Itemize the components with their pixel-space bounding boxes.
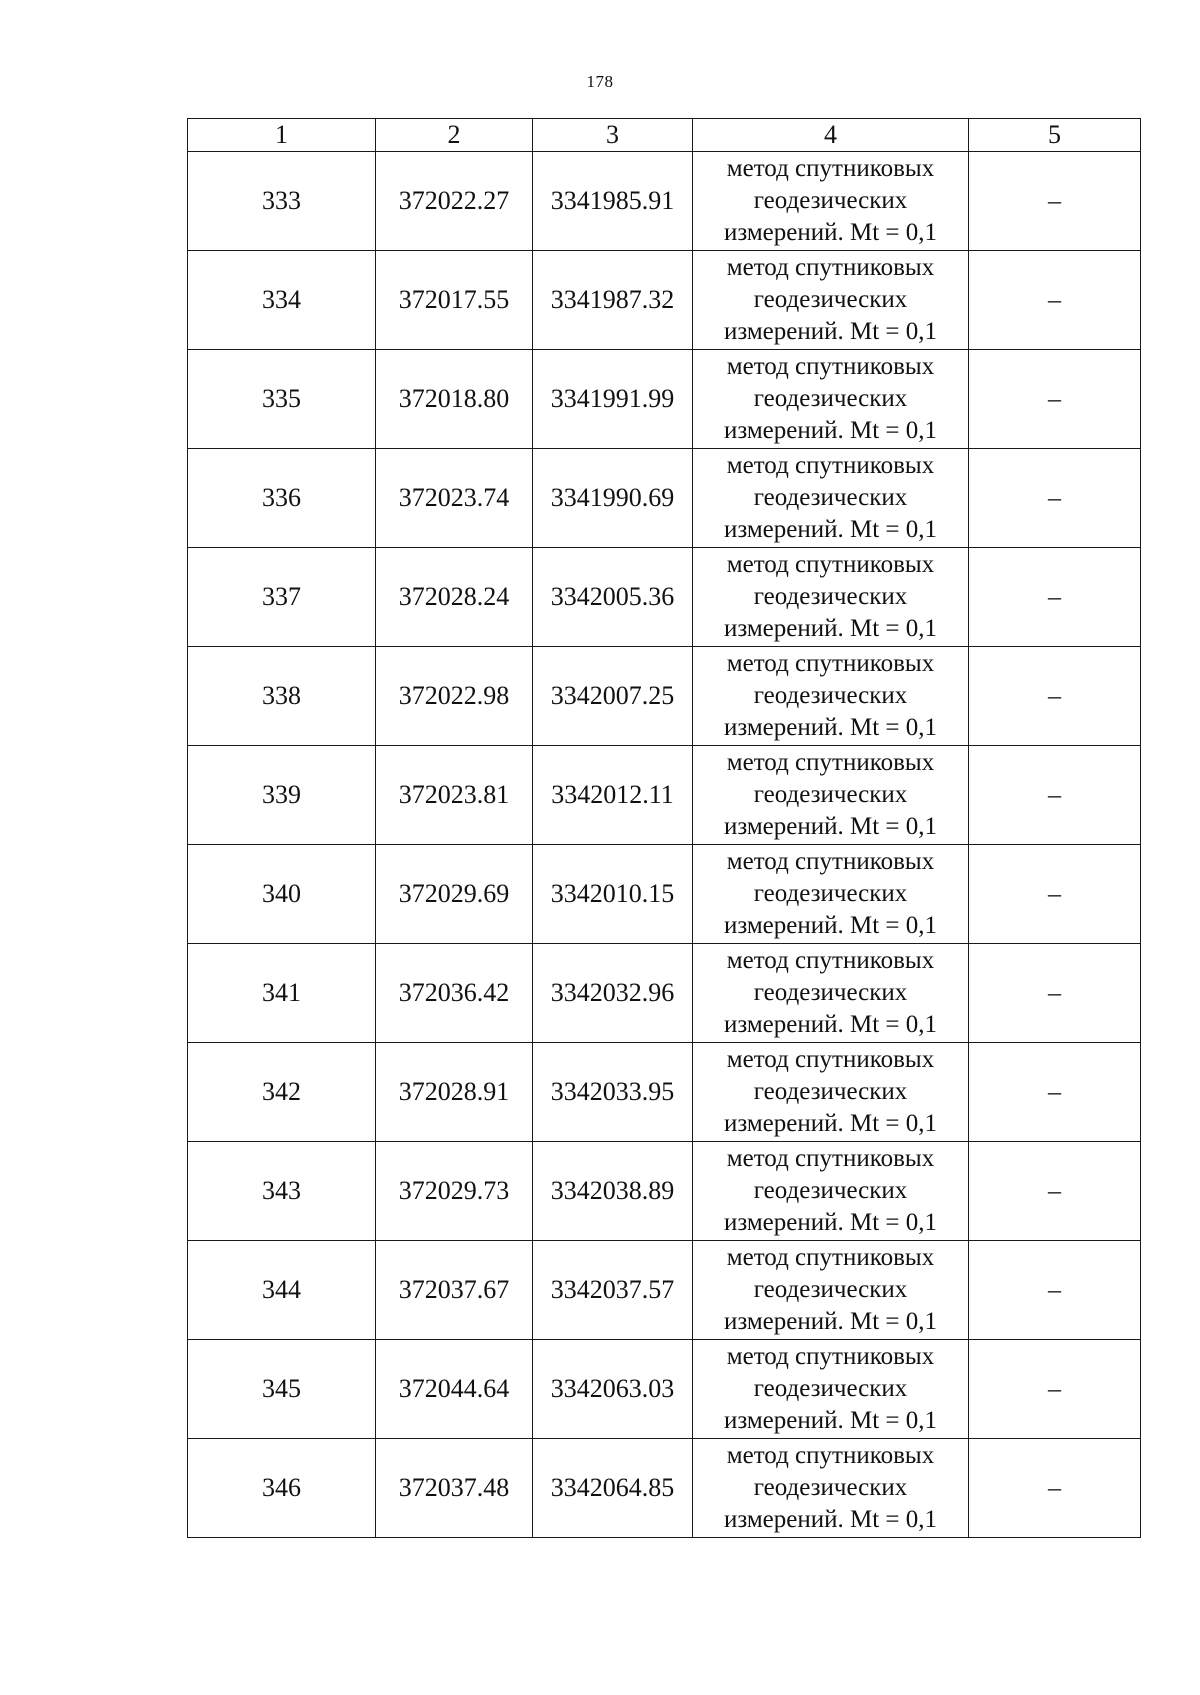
table-row	[188, 350, 1141, 449]
coordinates-table	[187, 118, 1141, 1538]
method-cell	[693, 845, 969, 944]
point-number-cell: 338	[188, 647, 376, 746]
y-coordinate-cell: 3341985.91	[533, 152, 693, 251]
note-cell: –	[969, 152, 1141, 251]
method-line: геодезических	[753, 1177, 908, 1204]
column-header-1: 1	[188, 119, 376, 152]
y-coordinate-cell: 3341991.99	[533, 350, 693, 449]
note-cell: –	[969, 944, 1141, 1043]
method-line: геодезических	[753, 286, 908, 313]
method-line: метод спутниковых	[726, 452, 935, 479]
page-number: 178	[586, 72, 614, 91]
point-number-cell: 333	[188, 152, 376, 251]
method-line: геодезических	[753, 781, 908, 808]
x-coordinate-cell: 372028.24	[376, 548, 533, 647]
y-coordinate-cell: 3342005.36	[533, 548, 693, 647]
column-header-3: 3	[533, 119, 693, 152]
table-row	[188, 746, 1141, 845]
y-coordinate-cell: 3342064.85	[533, 1439, 693, 1538]
method-cell	[693, 449, 969, 548]
method-line: измерений. Mt = 0,1	[723, 714, 938, 741]
column-header-2: 2	[376, 119, 533, 152]
x-coordinate-cell: 372029.73	[376, 1142, 533, 1241]
method-line: геодезических	[753, 385, 908, 412]
method-line: геодезических	[753, 979, 908, 1006]
y-coordinate-cell: 3342010.15	[533, 845, 693, 944]
method-line: метод спутниковых	[726, 749, 935, 776]
method-line: геодезических	[753, 1276, 908, 1303]
method-line: метод спутниковых	[726, 1244, 935, 1271]
y-coordinate-cell: 3342007.25	[533, 647, 693, 746]
x-coordinate-cell: 372037.48	[376, 1439, 533, 1538]
point-number-cell: 334	[188, 251, 376, 350]
table-body	[188, 152, 1141, 1538]
table-row	[188, 152, 1141, 251]
method-line: метод спутниковых	[726, 254, 935, 281]
note-cell: –	[969, 449, 1141, 548]
table-row	[188, 944, 1141, 1043]
method-line: измерений. Mt = 0,1	[723, 1506, 938, 1533]
table-row	[188, 845, 1141, 944]
table-row	[188, 548, 1141, 647]
y-coordinate-cell: 3342038.89	[533, 1142, 693, 1241]
point-number-cell: 336	[188, 449, 376, 548]
x-coordinate-cell: 372029.69	[376, 845, 533, 944]
method-line: метод спутниковых	[726, 551, 935, 578]
method-line: измерений. Mt = 0,1	[723, 516, 938, 543]
y-coordinate-cell: 3342037.57	[533, 1241, 693, 1340]
x-coordinate-cell: 372018.80	[376, 350, 533, 449]
method-line: метод спутниковых	[726, 947, 935, 974]
method-line: измерений. Mt = 0,1	[723, 318, 938, 345]
x-coordinate-cell: 372044.64	[376, 1340, 533, 1439]
method-cell	[693, 1439, 969, 1538]
method-line: геодезических	[753, 1474, 908, 1501]
point-number-cell: 342	[188, 1043, 376, 1142]
method-line: метод спутниковых	[726, 848, 935, 875]
y-coordinate-cell: 3342032.96	[533, 944, 693, 1043]
table-row	[188, 1439, 1141, 1538]
method-line: геодезических	[753, 682, 908, 709]
point-number-cell: 346	[188, 1439, 376, 1538]
method-cell	[693, 647, 969, 746]
x-coordinate-cell: 372023.81	[376, 746, 533, 845]
method-line: геодезических	[753, 484, 908, 511]
method-cell	[693, 1043, 969, 1142]
y-coordinate-cell: 3342012.11	[533, 746, 693, 845]
table-row	[188, 1142, 1141, 1241]
note-cell: –	[969, 746, 1141, 845]
note-cell: –	[969, 845, 1141, 944]
method-cell	[693, 251, 969, 350]
table-row	[188, 1043, 1141, 1142]
method-cell	[693, 152, 969, 251]
column-header-4: 4	[693, 119, 969, 152]
note-cell: –	[969, 350, 1141, 449]
method-line: метод спутниковых	[726, 1343, 935, 1370]
point-number-cell: 345	[188, 1340, 376, 1439]
method-line: геодезических	[753, 187, 908, 214]
method-cell	[693, 944, 969, 1043]
y-coordinate-cell: 3342033.95	[533, 1043, 693, 1142]
method-line: измерений. Mt = 0,1	[723, 813, 938, 840]
point-number-cell: 341	[188, 944, 376, 1043]
table-row	[188, 647, 1141, 746]
point-number-cell: 340	[188, 845, 376, 944]
x-coordinate-cell: 372028.91	[376, 1043, 533, 1142]
y-coordinate-cell: 3341990.69	[533, 449, 693, 548]
note-cell: –	[969, 1439, 1141, 1538]
table-row	[188, 449, 1141, 548]
method-line: геодезических	[753, 1078, 908, 1105]
method-line: измерений. Mt = 0,1	[723, 615, 938, 642]
method-line: метод спутниковых	[726, 1442, 935, 1469]
x-coordinate-cell: 372022.27	[376, 152, 533, 251]
method-line: измерений. Mt = 0,1	[723, 1011, 938, 1038]
method-cell	[693, 1340, 969, 1439]
point-number-cell: 337	[188, 548, 376, 647]
method-line: геодезических	[753, 583, 908, 610]
point-number-cell: 335	[188, 350, 376, 449]
point-number-cell: 343	[188, 1142, 376, 1241]
method-line: метод спутниковых	[726, 353, 935, 380]
method-line: измерений. Mt = 0,1	[723, 417, 938, 444]
method-cell	[693, 1142, 969, 1241]
note-cell: –	[969, 1043, 1141, 1142]
header-row	[188, 119, 1141, 152]
x-coordinate-cell: 372037.67	[376, 1241, 533, 1340]
method-line: метод спутниковых	[726, 650, 935, 677]
x-coordinate-cell: 372022.98	[376, 647, 533, 746]
note-cell: –	[969, 251, 1141, 350]
x-coordinate-cell: 372023.74	[376, 449, 533, 548]
column-header-5: 5	[969, 119, 1141, 152]
table-row	[188, 1241, 1141, 1340]
method-line: измерений. Mt = 0,1	[723, 1209, 938, 1236]
method-line: измерений. Mt = 0,1	[723, 1308, 938, 1335]
y-coordinate-cell: 3341987.32	[533, 251, 693, 350]
method-line: измерений. Mt = 0,1	[723, 1407, 938, 1434]
method-line: геодезических	[753, 880, 908, 907]
method-cell	[693, 746, 969, 845]
note-cell: –	[969, 647, 1141, 746]
note-cell: –	[969, 548, 1141, 647]
table-row	[188, 251, 1141, 350]
x-coordinate-cell: 372017.55	[376, 251, 533, 350]
method-line: метод спутниковых	[726, 1046, 935, 1073]
method-cell	[693, 350, 969, 449]
method-line: измерений. Mt = 0,1	[723, 912, 938, 939]
note-cell: –	[969, 1142, 1141, 1241]
method-line: измерений. Mt = 0,1	[723, 219, 938, 246]
method-line: метод спутниковых	[726, 155, 935, 182]
method-cell	[693, 1241, 969, 1340]
note-cell: –	[969, 1241, 1141, 1340]
note-cell: –	[969, 1340, 1141, 1439]
y-coordinate-cell: 3342063.03	[533, 1340, 693, 1439]
method-line: метод спутниковых	[726, 1145, 935, 1172]
x-coordinate-cell: 372036.42	[376, 944, 533, 1043]
point-number-cell: 339	[188, 746, 376, 845]
method-cell	[693, 548, 969, 647]
table-row	[188, 1340, 1141, 1439]
method-line: геодезических	[753, 1375, 908, 1402]
point-number-cell: 344	[188, 1241, 376, 1340]
method-line: измерений. Mt = 0,1	[723, 1110, 938, 1137]
